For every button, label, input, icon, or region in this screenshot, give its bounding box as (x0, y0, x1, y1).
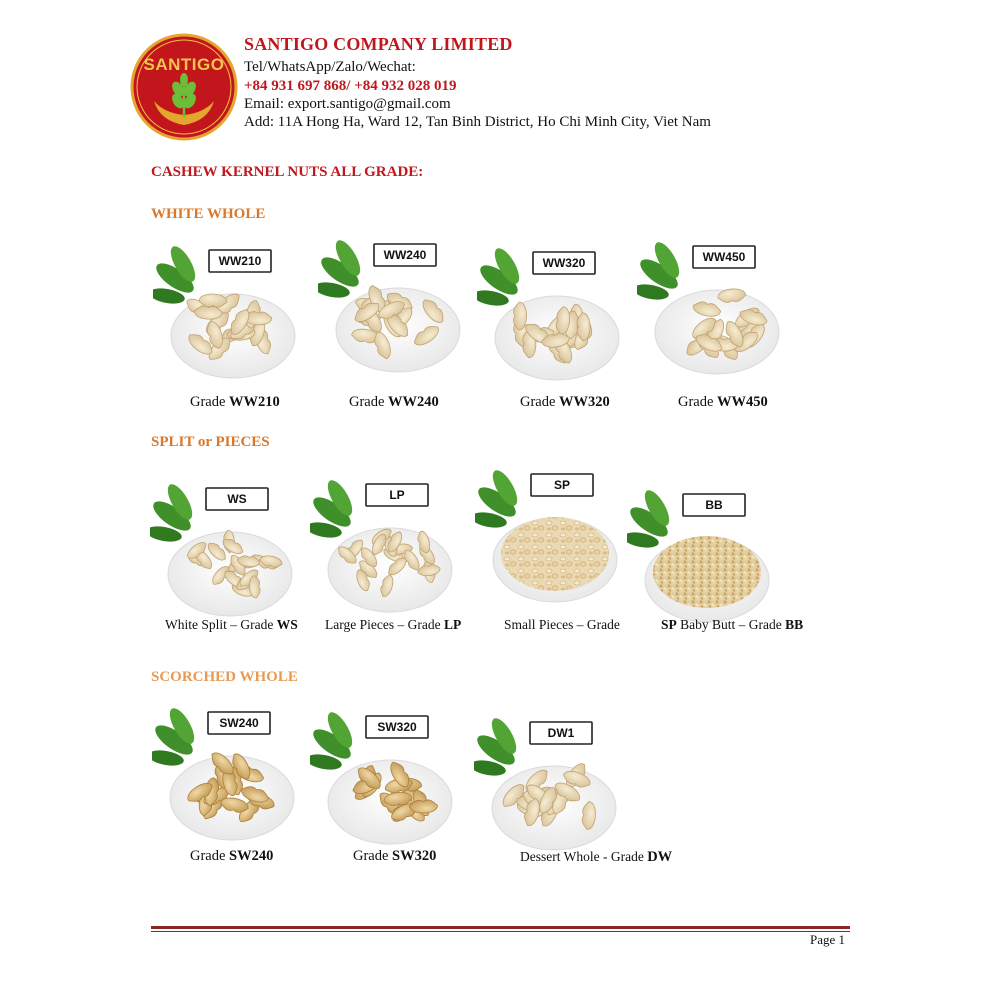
section-heading-white-whole: WHITE WHOLE (151, 206, 266, 222)
nut-pile (501, 517, 609, 591)
nut-illustration (150, 474, 300, 624)
logo-wordmark: SANTIGO (143, 55, 225, 74)
grade-tag-label: WW240 (383, 248, 427, 262)
grade-tag (374, 244, 436, 266)
grade-tag-label: BB (705, 498, 723, 512)
nut-illustration (318, 230, 468, 380)
product-image-ws (150, 474, 300, 624)
product-image-ww320 (477, 238, 627, 388)
grade-tag-label: WW320 (542, 256, 586, 270)
grade-tag (693, 246, 755, 268)
caption-sw240: Grade SW240 (190, 848, 274, 864)
leaf-icon (310, 477, 357, 540)
caption-ws: White Split – Grade WS (165, 617, 298, 632)
nut-illustration (627, 480, 777, 630)
product-image-ww450 (637, 232, 787, 382)
product-image-ww210 (153, 236, 303, 386)
tel-label: Tel/WhatsApp/Zalo/Wechat: (244, 59, 416, 75)
nut-illustration (152, 698, 302, 848)
nut-illustration (153, 236, 303, 386)
nut-illustration (637, 232, 787, 382)
address: Add: 11A Hong Ha, Ward 12, Tan Binh District, Ho Chi Minh City, Viet Nam (244, 114, 711, 130)
caption-sw320: Grade SW320 (353, 848, 437, 864)
product-image-ww240 (318, 230, 468, 380)
nut-pile (653, 536, 761, 608)
phone-numbers: +84 931 697 868/ +84 932 028 019 (244, 78, 457, 94)
grade-tag-label: DW1 (547, 726, 575, 740)
grade-tag (530, 722, 592, 744)
product-image-sw320 (310, 702, 460, 852)
product-image-dw1 (474, 708, 624, 858)
product-image-sw240 (152, 698, 302, 848)
grade-tag (209, 250, 271, 272)
product-image-sp (475, 460, 625, 610)
grade-tag-label: WW450 (702, 250, 746, 264)
leaf-icon (318, 237, 365, 300)
grade-tag-label: LP (389, 488, 405, 502)
footer-rule-thin (151, 931, 850, 932)
leaf-icon (627, 487, 674, 550)
page-title: CASHEW KERNEL NUTS ALL GRADE: (151, 164, 424, 180)
grade-tag (366, 484, 428, 506)
nut-illustration (310, 470, 460, 620)
leaf-icon (150, 481, 197, 544)
grade-tag-label: SW240 (219, 716, 259, 730)
grade-tag-label: WS (227, 492, 247, 506)
leaf-icon (475, 467, 522, 530)
leaf-icon (474, 715, 521, 778)
company-logo (130, 33, 238, 141)
caption-lp: Large Pieces – Grade LP (325, 617, 462, 632)
email: Email: export.santigo@gmail.com (244, 96, 451, 112)
grade-tag-label: SW320 (377, 720, 417, 734)
nut-illustration (474, 708, 624, 858)
leaf-icon (477, 245, 524, 308)
footer-rule (151, 926, 850, 929)
grade-tag (366, 716, 428, 738)
leaf-icon (310, 709, 357, 772)
caption-sp: Small Pieces – Grade (504, 617, 620, 632)
section-heading-split-pieces: SPLIT or PIECES (151, 434, 270, 450)
leaf-icon (153, 243, 200, 306)
caption-dw: Dessert Whole - Grade DW (520, 849, 673, 865)
caption-ww320: Grade WW320 (520, 394, 610, 410)
leaf-icon (152, 705, 199, 768)
page-number: Page 1 (810, 932, 846, 947)
grade-tag (531, 474, 593, 496)
grade-tag (533, 252, 595, 274)
grade-tag (683, 494, 745, 516)
grade-tag (208, 712, 270, 734)
grade-tag-label: SP (553, 478, 571, 492)
caption-ww450: Grade WW450 (678, 394, 768, 410)
section-heading-scorched-whole: SCORCHED WHOLE (151, 669, 298, 685)
nut-illustration (475, 460, 625, 610)
leaf-icon (637, 239, 684, 302)
nut-illustration (477, 238, 627, 388)
caption-bb: SP Baby Butt – Grade BB (661, 617, 804, 632)
grade-tag (206, 488, 268, 510)
product-image-bb (627, 480, 777, 630)
product-image-lp (310, 470, 460, 620)
nut-illustration (310, 702, 460, 852)
grade-tag-label: WW210 (218, 254, 262, 268)
caption-ww240: Grade WW240 (349, 394, 439, 410)
caption-ww210: Grade WW210 (190, 394, 280, 410)
company-name: SANTIGO COMPANY LIMITED (244, 34, 513, 54)
